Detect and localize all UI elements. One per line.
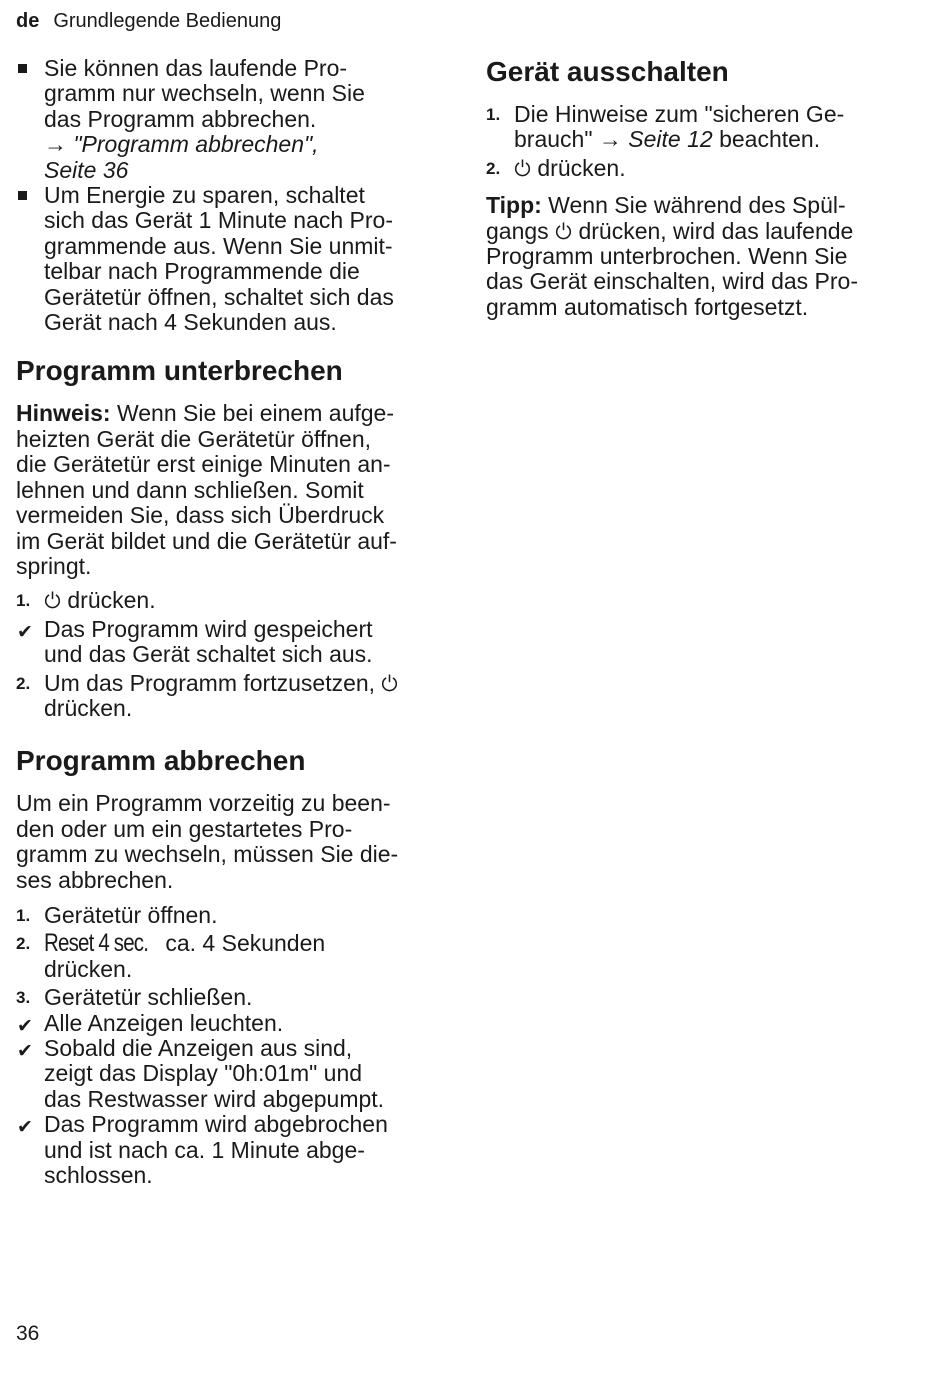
step-number: 1. (16, 591, 31, 611)
result-item: ✔ Sobald die Anzeigen aus sind, zeigt das Display "0h:01m" und das Restwasser wird abgepumpt. (17, 1035, 385, 1112)
square-bullet-icon (18, 64, 27, 73)
page-number: 36 (16, 1322, 40, 1345)
left-column (16, 56, 436, 1188)
square-bullet-icon (18, 191, 27, 200)
step-number: 3. (16, 988, 31, 1008)
note-paragraph: Hinweis: Wenn Sie bei einem aufge- heizten Gerät die Gerätetür öffnen, die Gerätetür erst einige Minuten an- lehnen und dann schließen. Somit vermeiden Sie, dass sich Überdruck im Gerät bildet und die Gerätetür auf- springt. (16, 400, 397, 579)
step-item: 3. Gerätetür schließen. (16, 984, 253, 1011)
checkmark-icon: ✔ (17, 1041, 33, 1062)
list-item: Um Energie zu sparen, schaltet sich das Gerät 1 Minute nach Pro- grammende aus. Wenn Sie unmit- telbar nach Programmende die Gerätetür öffnen, schaltet sich das Gerät nach 4 Sekunden aus. (16, 183, 436, 335)
reset-button-label: Reset 4 sec. (44, 929, 149, 958)
step-item: 2. Um das Programm fortzusetzen, drücken. (16, 671, 436, 722)
section-title: Programm abbrechen (16, 745, 306, 777)
step-item: 1. Die Hinweise zum "sicheren Ge- brauch" → Seite 12 beachten. (486, 101, 845, 153)
tip-label: Tipp: (486, 192, 542, 219)
power-icon (514, 158, 531, 178)
checkmark-icon: ✔ (17, 621, 33, 643)
section-title: Gerät ausschalten (486, 56, 729, 87)
tip-paragraph: Tipp: Wenn Sie während des Spül- gangs drücken, wird das laufende Programm unterbrochen. Wenn Sie das Gerät einschalten, wird das Pro- gramm automatisch fortgesetzt. (486, 192, 859, 320)
step-item: 1. drücken. (16, 587, 156, 614)
page-reference-page: Seite 36 (44, 156, 129, 183)
power-icon (555, 221, 572, 241)
power-icon (44, 590, 61, 610)
step-number: 2. (16, 673, 31, 693)
step-item: 2. drücken. (486, 154, 626, 181)
intro-paragraph: Um ein Programm vorzeitig zu been- den oder um ein gestartetes Pro- gramm zu wechseln, müssen Sie die- ses abbrechen. (16, 790, 399, 893)
result-item: ✔ Alle Anzeigen leuchten. (16, 1011, 436, 1036)
result-item: ✔ Das Programm wird abgebrochen und ist nach ca. 1 Minute abge- schlossen. (17, 1111, 388, 1189)
step-item: 2. Reset 4 sec. ca. 4 Sekunden drücken. (16, 929, 326, 982)
list-item: Sie können das laufende Pro- gramm nur wechseln, wenn Sie das Programm abbrechen. → "Programm abbrechen", Seite 36 (16, 56, 436, 183)
power-icon (381, 673, 398, 693)
step-number: 2. (486, 158, 501, 178)
page-reference: → "Programm abbrechen", (44, 131, 319, 158)
note-label: Hinweis: (16, 400, 111, 427)
step-number: 1. (16, 905, 31, 925)
result-item: ✔ Das Programm wird gespeichert und das Gerät schaltet sich aus. (17, 615, 373, 668)
checkmark-icon: ✔ (17, 1015, 33, 1037)
right-column (486, 56, 906, 320)
chapter-title: Grundlegende Bedienung (53, 10, 282, 32)
page-header (16, 9, 281, 33)
language-code: de (16, 10, 40, 32)
step-item: 1. Gerätetür öffnen. (16, 901, 218, 928)
step-number: 1. (486, 105, 501, 124)
step-number: 2. (16, 934, 31, 954)
page-reference: Seite 12 (628, 126, 713, 153)
checkmark-icon: ✔ (17, 1117, 33, 1139)
section-title: Programm unterbrechen (16, 355, 343, 387)
